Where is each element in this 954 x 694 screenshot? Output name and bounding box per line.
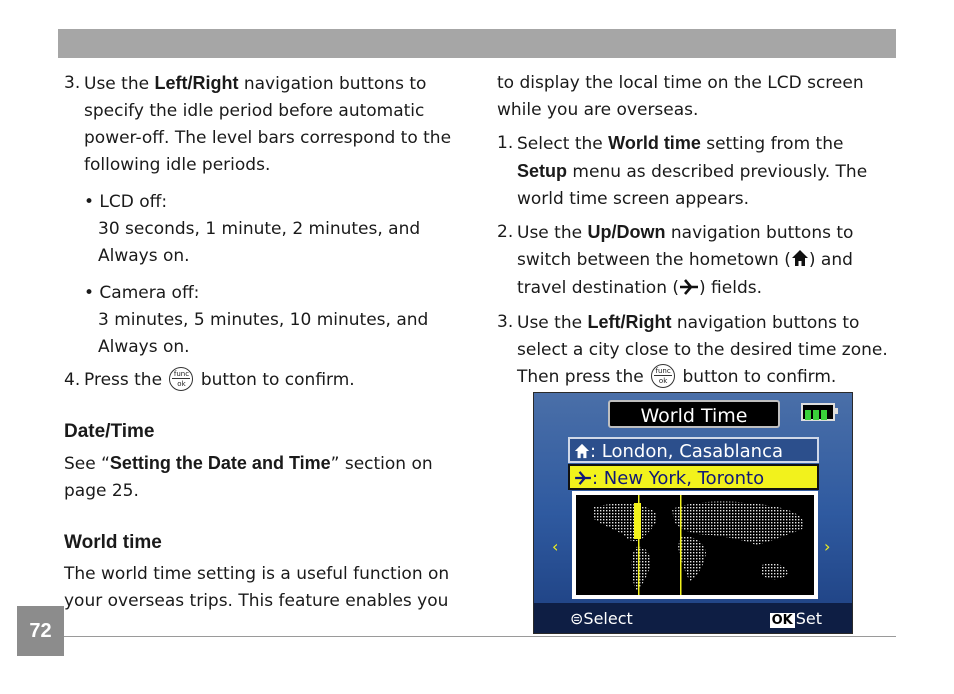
keyword: Up/Down <box>587 222 666 242</box>
func-ok-button-icon <box>651 364 675 388</box>
world-time-lcd-screenshot <box>533 392 853 634</box>
date-time-paragraph <box>64 450 464 505</box>
left-column <box>64 70 464 615</box>
step-text <box>84 367 464 394</box>
world-map-frame <box>572 491 818 599</box>
step-number: 4. <box>64 370 81 390</box>
lcd-travel-row <box>568 464 819 490</box>
step-text <box>517 309 897 391</box>
step-number: 3. <box>497 312 514 332</box>
header-bar <box>58 29 896 58</box>
func-label: func <box>173 370 190 378</box>
step-4-left <box>64 367 464 394</box>
lcd-bottom-bar <box>534 603 852 633</box>
set-hint <box>770 609 822 628</box>
right-column <box>497 70 897 391</box>
select-label: Select <box>583 609 633 628</box>
bullet-camera-off <box>84 280 464 361</box>
text-run: navigation buttons to select a city close to the desired time zone. Then press the <box>517 313 888 387</box>
ok-label: ok <box>658 377 668 385</box>
nav-button-icon: ⊜ <box>570 609 584 628</box>
text-run: setting from the <box>700 134 844 154</box>
bullet-body: 30 seconds, 1 minute, 2 minutes, and Always on. <box>98 219 421 266</box>
step-text <box>517 130 897 213</box>
text-run: Select the <box>517 134 609 154</box>
travel-city: : New York, Toronto <box>592 468 765 489</box>
text-run: button to confirm. <box>677 367 837 387</box>
ok-badge: OK <box>771 613 793 628</box>
battery-icon <box>801 403 835 421</box>
text-run: button to confirm. <box>195 370 355 390</box>
bullet-head: • Camera off: <box>84 283 200 303</box>
text-run: See “ <box>64 454 110 474</box>
step-text <box>517 219 897 303</box>
text-run: Use the <box>517 313 588 333</box>
date-time-heading: Date/Time <box>64 421 155 442</box>
set-label: Set <box>795 609 822 628</box>
text-run: ) fields. <box>699 278 762 298</box>
home-icon <box>574 441 590 462</box>
intro-paragraph: to display the local time on the LCD screen while you are overseas. <box>497 73 864 120</box>
step-text <box>84 70 464 179</box>
step-3-left <box>64 70 464 179</box>
keyword: Setting the Date and Time <box>109 453 331 473</box>
left-arrow-icon: ‹ <box>552 537 559 556</box>
world-map <box>576 495 814 595</box>
world-time-paragraph: The world time setting is a useful function on your overseas trips. This feature enables you <box>64 564 450 611</box>
text-run: ” section on page 25. <box>64 454 433 501</box>
text-run: Use the <box>84 74 155 94</box>
keyword: Left/Right <box>154 73 239 93</box>
func-ok-button-icon <box>169 367 193 391</box>
func-label: func <box>655 367 671 375</box>
text-run: ) and travel destination ( <box>517 250 853 298</box>
keyword: Left/Right <box>587 312 672 332</box>
step-number: 1. <box>497 133 514 153</box>
keyword: World time <box>608 133 701 153</box>
right-arrow-icon: › <box>824 537 831 556</box>
home-icon <box>791 248 809 275</box>
keyword: Setup <box>517 161 568 181</box>
footer-rule <box>64 636 896 637</box>
step-2-right <box>497 219 897 303</box>
lcd-title: World Time <box>608 400 780 428</box>
bullet-lcd-off <box>84 189 464 270</box>
hometown-city: : London, Casablanca <box>590 441 784 462</box>
world-time-heading: World time <box>64 532 162 553</box>
step-1-right <box>497 130 897 213</box>
text-run: navigation buttons to switch between the hometown ( <box>517 223 854 270</box>
text-run: Press the <box>84 370 168 390</box>
step-number: 2. <box>497 222 514 242</box>
world-map-graphic <box>576 495 814 595</box>
bullet-head: • LCD off: <box>84 192 168 212</box>
step-number: 3. <box>64 73 81 93</box>
ok-label: ok <box>177 380 186 388</box>
page-number: 72 <box>17 606 64 656</box>
airplane-icon <box>679 276 699 303</box>
airplane-icon <box>574 468 592 489</box>
text-run: menu as described previously. The world time screen appears. <box>517 162 868 209</box>
bullet-body: 3 minutes, 5 minutes, 10 minutes, and Always on. <box>98 310 429 357</box>
step-3-right <box>497 309 897 391</box>
lcd-hometown-row <box>568 437 819 463</box>
text-run: navigation buttons to specify the idle period before automatic power-off. The level bars correspond to the following idle periods. <box>84 74 452 175</box>
select-hint <box>570 609 633 628</box>
text-run: Use the <box>517 223 588 243</box>
